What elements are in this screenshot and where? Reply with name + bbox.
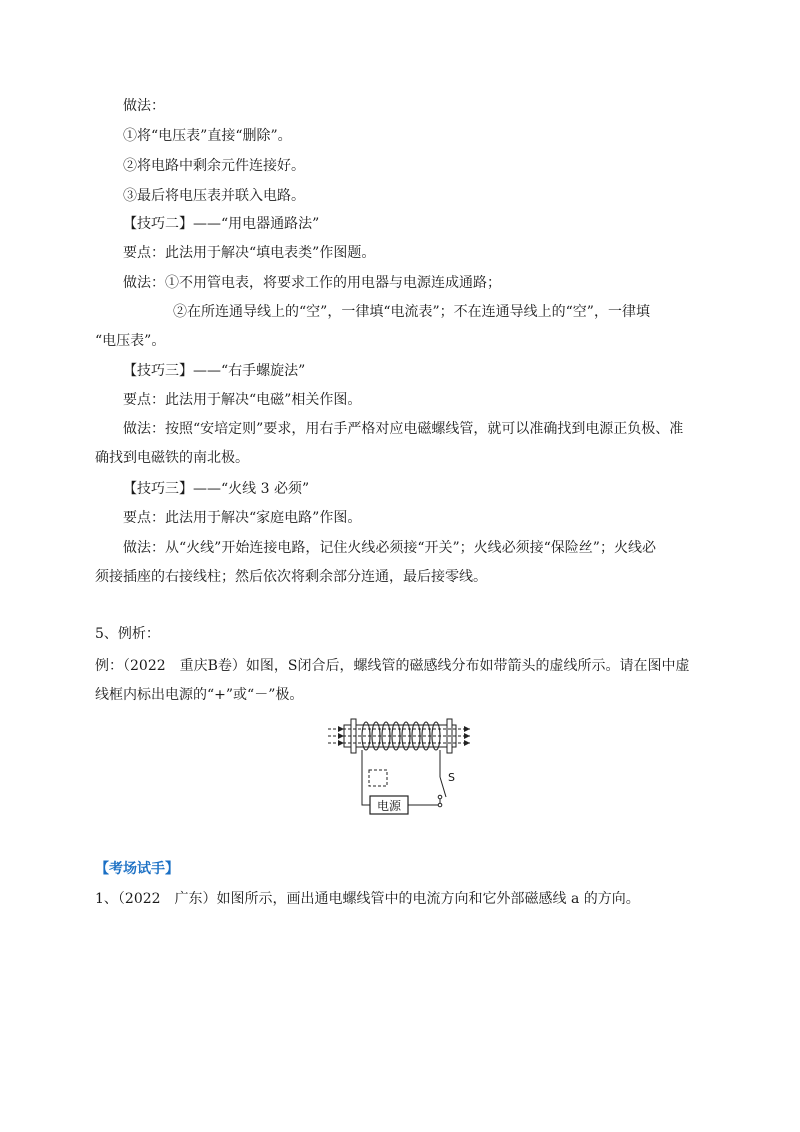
- text-line: 要点：此法用于解决“电磁”相关作图。: [123, 392, 362, 408]
- switch-label: S: [448, 771, 455, 784]
- text-line: “电压表”。: [95, 333, 166, 349]
- power-source-label: 电源: [376, 799, 402, 813]
- example-number: 5、例析：: [95, 626, 160, 642]
- example-question: 线框内标出电源的“+”或“－”极。: [95, 687, 304, 703]
- text-line: 做法：: [123, 98, 165, 114]
- text-line: 做法：按照“安培定则”要求，用右手严格对应电磁螺线管，就可以准确找到电源正负极、准: [123, 421, 684, 437]
- text-line: 须接插座的右接线柱；然后依次将剩余部分连通，最后接零线。: [95, 569, 487, 585]
- answer-dashed-box: [369, 770, 387, 786]
- example-question: 例：（2022 重庆B卷）如图，S闭合后，螺线管的磁感线分布如带箭头的虚线所示。请在图中虚: [95, 658, 690, 674]
- text-line: 确找到电磁铁的南北极。: [95, 450, 249, 466]
- switch-contact: [438, 803, 442, 807]
- switch-contact: [438, 795, 442, 799]
- section-title: 【技巧三】——“火线 3 必须”: [123, 481, 310, 497]
- text-line: ②在所连通导线上的“空”，一律填“电流表”；不在连通导线上的“空”，一律填: [173, 304, 650, 320]
- text-line: ①将“电压表”直接“删除”。: [123, 128, 292, 144]
- exam-question: 1、（2022 广东）如图所示，画出通电螺线管中的电流方向和它外部磁感线 a 的方向。: [95, 891, 640, 907]
- section-title: 【技巧三】——“右手螺旋法”: [123, 363, 306, 379]
- exam-section-heading: 【考场试手】: [95, 861, 179, 877]
- text-line: ③最后将电压表并联入电路。: [123, 188, 305, 204]
- text-line: 要点：此法用于解决“填电表类”作图题。: [123, 245, 376, 261]
- text-line: 要点：此法用于解决“家庭电路”作图。: [123, 510, 362, 526]
- solenoid-circuit-diagram: [322, 715, 477, 820]
- text-line: 做法：①不用管电表，将要求工作的用电器与电源连成通路；: [123, 275, 501, 291]
- text-line: ②将电路中剩余元件连接好。: [123, 158, 305, 174]
- section-title: 【技巧二】——“用电器通路法”: [123, 216, 320, 232]
- text-line: 做法：从“火线”开始连接电路，记住火线必须接“开关”；火线必须接“保险丝”；火线必: [123, 540, 656, 556]
